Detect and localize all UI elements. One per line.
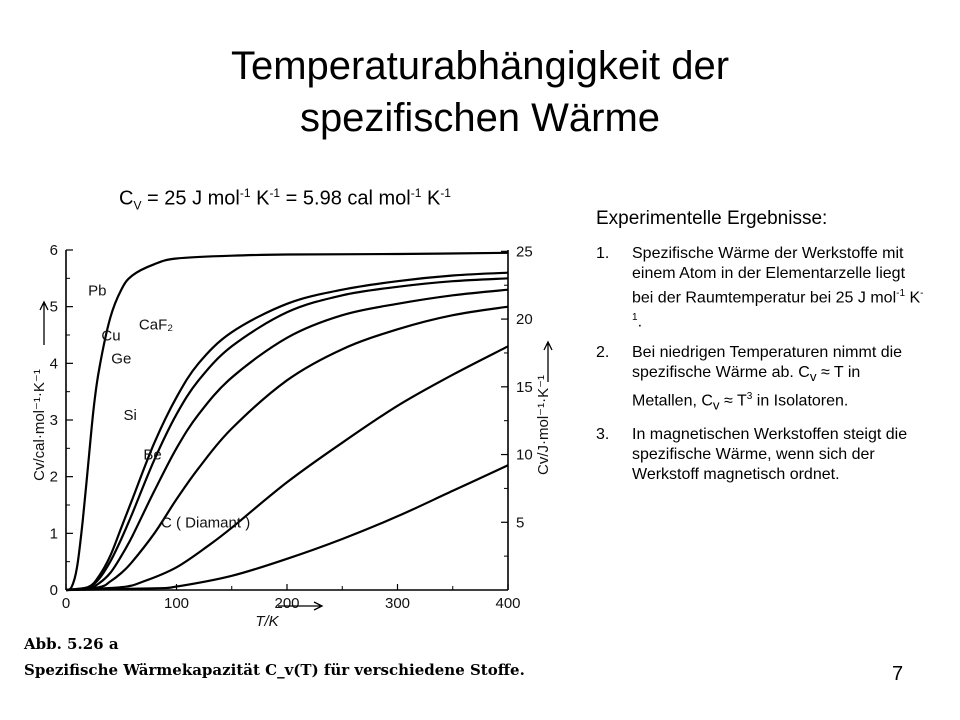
result-exp: 3 (746, 390, 753, 402)
y-axis-label-right: Cv/J·mol⁻¹·K⁻¹ (535, 375, 552, 475)
slide-title (0, 40, 960, 144)
series-line-caf (66, 290, 508, 590)
series-label-pb: Pb (88, 282, 107, 300)
result-number: 2. (596, 343, 610, 361)
y-tick-label-left: 1 (49, 525, 58, 543)
x-tick-label: 200 (274, 595, 300, 612)
result-item-1 (596, 244, 926, 333)
formula-part3: = 5.98 cal mol (280, 187, 411, 210)
formula-exp4: -1 (440, 186, 451, 200)
heat-capacity-chart (0, 230, 560, 630)
slide-title-line2: spezifischen Wärme (299, 96, 661, 140)
y-tick-label-left: 4 (49, 355, 58, 373)
y-tick-label-left: 5 (49, 298, 58, 316)
formula-part4: K (421, 187, 441, 210)
series-line-si (66, 307, 508, 590)
result-text: in Isolatoren. (752, 392, 849, 410)
y-tick-label-right: 5 (516, 514, 525, 532)
result-sub: v (712, 397, 720, 413)
result-number: 1. (596, 245, 610, 262)
x-tick-label: 0 (61, 595, 71, 612)
heat-capacity-chart-svg (0, 230, 560, 630)
x-axis-label: T/K (255, 613, 279, 630)
series-line-c-diamant (66, 465, 508, 590)
x-tick-label: 300 (384, 595, 411, 612)
result-text: ≈ T (719, 392, 747, 410)
series-line-ge (66, 278, 508, 590)
series-label-c-diamant: C ( Diamant ) (161, 514, 251, 532)
formula-exp2: -1 (269, 186, 281, 200)
formula-exp1: -1 (239, 186, 251, 200)
y-tick-label-right: 20 (516, 311, 533, 329)
result-text: In magnetischen Werkstoffen steigt die spezifische Wärme, wenn sich der Werkstoff magnetisch ordnet. (632, 426, 908, 484)
slide-title-line1: Temperaturabhängigkeit der (230, 44, 730, 88)
result-exp: -1 (896, 288, 906, 299)
y-tick-label-right: 25 (516, 243, 533, 261)
y-axis-arrow-left (40, 302, 48, 345)
x-tick-label: 400 (495, 595, 521, 612)
series-line-be (66, 346, 508, 590)
formula-part1: = 25 J mol (141, 187, 240, 210)
result-text: . (637, 313, 643, 331)
result-text: Spezifische Wärme der Werkstoffe mit einem Atom in der Elementarzelle liegt bei der Raumtemperatur bei 25 J mol (632, 245, 906, 307)
result-sub: v (809, 368, 817, 384)
series-label-cu: Cu (101, 327, 121, 345)
results-heading: Experimentelle Ergebnisse: (596, 208, 828, 229)
result-text: Bei niedrigen Temperaturen nimmt die spezifische Wärme ab. C (632, 343, 903, 381)
y-tick-label-left: 0 (49, 582, 58, 599)
heat-capacity-formula (119, 186, 451, 213)
result-item-3 (596, 425, 926, 485)
figure-caption-text: Spezifische Wärmekapazität C_v(T) für verschiedene Stoffe. (24, 661, 525, 679)
x-tick-label: 100 (163, 595, 190, 612)
page-number: 7 (892, 663, 904, 685)
y-tick-label-left: 6 (49, 242, 58, 259)
result-item-2 (596, 343, 926, 416)
series-label-si: Si (123, 407, 137, 424)
results-list (596, 244, 926, 485)
result-text: ≈ T in Metallen, C (632, 363, 861, 410)
series-line-cu (66, 273, 508, 590)
formula-part2: K (250, 187, 270, 210)
y-tick-label-left: 3 (49, 412, 58, 429)
formula-c: C (119, 187, 134, 210)
formula-sub-v: V (133, 198, 142, 213)
result-exp: -1 (632, 288, 924, 324)
y-tick-label-left: 2 (49, 468, 58, 486)
series-label-caf: CaF₂ (138, 316, 174, 334)
figure-caption-number: Abb. 5.26 a (24, 635, 119, 653)
formula-exp3: -1 (410, 186, 422, 200)
experimental-results (596, 208, 926, 495)
y-tick-label-right: 10 (516, 446, 533, 464)
result-text: K (905, 289, 921, 307)
series-label-ge: Ge (111, 350, 132, 368)
y-axis-label-left: Cv/cal·mol⁻¹·K⁻¹ (31, 369, 48, 481)
result-number: 3. (596, 426, 610, 444)
series-label-be: Be (143, 446, 162, 464)
y-tick-label-right: 15 (516, 378, 533, 396)
